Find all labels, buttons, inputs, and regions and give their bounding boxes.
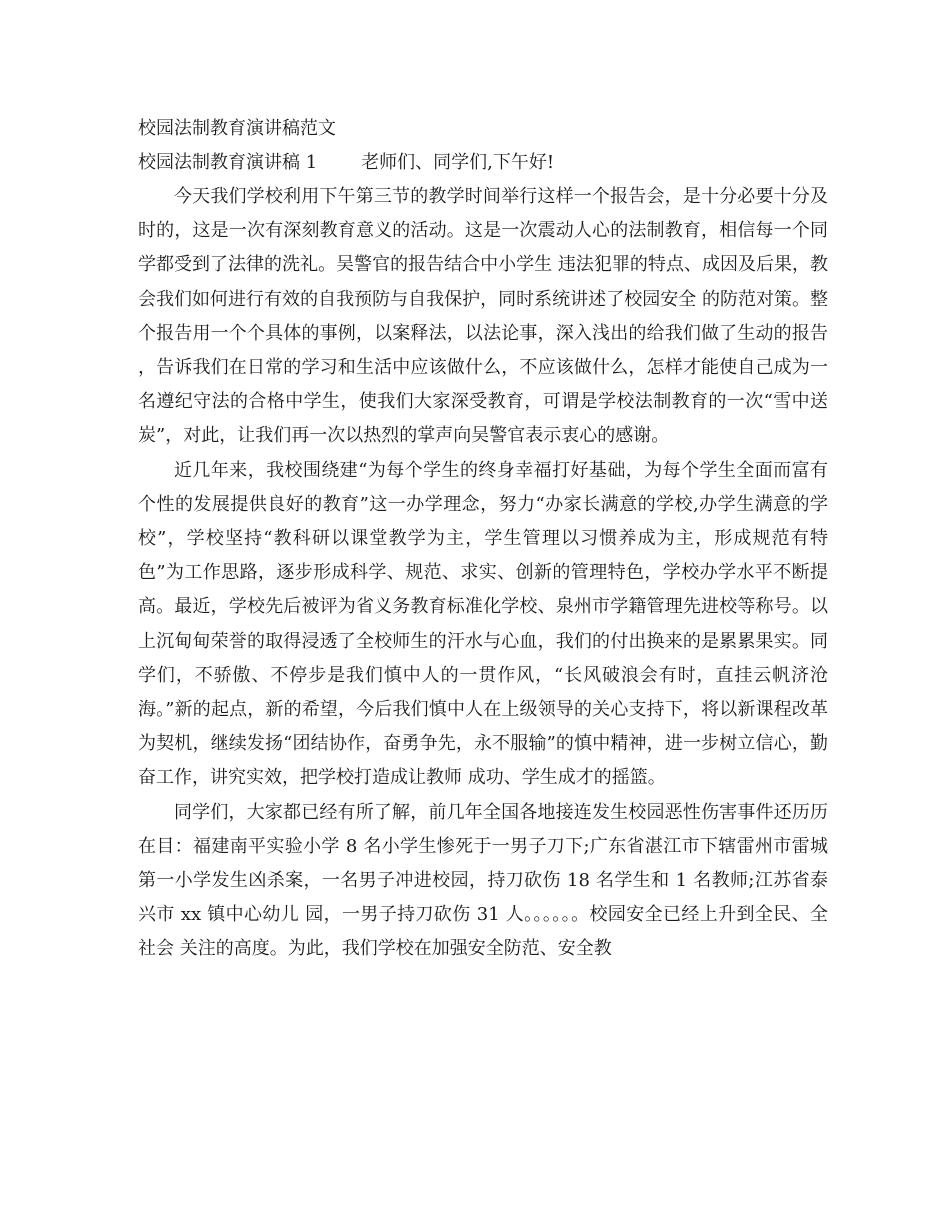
paragraph-2: 近几年来，我校围绕建“为每个学生的终身幸福打好基础，为每个学生全面而富有个性的发展提供良好的教育”这一办学理念，努力“办家长满意的学校,办学生满意的学校”，学校坚持“教科研以课堂教学为主，学生管理以习惯养成为主，形成规范有特色”为工作思路，逐步形成科学、规范、求实、创新的管理特色，学校办学水平不断提高。最近，学校先后被评为省义务教育标准化学校、泉州市学籍管理先进校等称号。以上沉甸甸荣誉的取得浸透了全校师生的汗水与心血，我们的付出换来的是累累果实。同学们，不骄傲、不停步是我们慎中人的一贯作风，“长风破浪会有时，直挂云帆济沧海。”新的起点，新的希望，今后我们慎中人在上级领导的关心支持下，将以新课程改革为契机，继续发扬“团结协作，奋勇争先，永不服输”的慎中精神，进一步树立信心，勤奋工作，讲究实效，把学校打造成让教师 成功、学生成才的摇篮。	[138, 459, 828, 789]
document-page	[138, 112, 828, 967]
document-subtitle	[138, 146, 828, 180]
paragraph-3: 同学们，大家都已经有所了解，前几年全国各地接连发生校园恶性伤害事件还历历在目：福建南平实验小学 8 名小学生惨死于一男子刀下;广东省湛江市下辖雷州市雷城第一小学发生凶杀案，一名男子冲进校园，持刀砍伤 18 名学生和 1 名教师;江苏省泰兴市 xx 镇中心幼儿 园，一男子持刀砍伤 31 人。。。。。。校园安全已经上升到全民、全社会 关注的高度。为此，我们学校在加强安全防范、安全教	[138, 801, 828, 960]
paragraph-1: 今天我们学校利用下午第三节的教学时间举行这样一个报告会，是十分必要十分及时的，这是一次有深刻教育意义的活动。这是一次震动人心的法制教育，相信每一个同学都受到了法律的洗礼。吴警官的报告结合中小学生 违法犯罪的特点、成因及后果，教会我们如何进行有效的自我预防与自我保护，同时系统讲述了校园安全 的防范对策。整个报告用一个个具体的事例，以案释法，以法论事，深入浅出的给我们做了生动的报告 ，告诉我们在日常的学习和生活中应该做什么，不应该做什么，怎样才能使自己成为一名遵纪守法的合格中学生，使我们大家深受教育，可谓是学校法制教育的一次“雪中送炭”，对此，让我们再一次以热烈的掌声向吴警官表示衷心的感谢。	[138, 186, 828, 447]
subtitle-greeting: 老师们、同学们,下午好!	[361, 152, 555, 173]
document-title: 校园法制教育演讲稿范文	[138, 118, 336, 139]
subtitle-left: 校园法制教育演讲稿 1	[138, 152, 318, 173]
